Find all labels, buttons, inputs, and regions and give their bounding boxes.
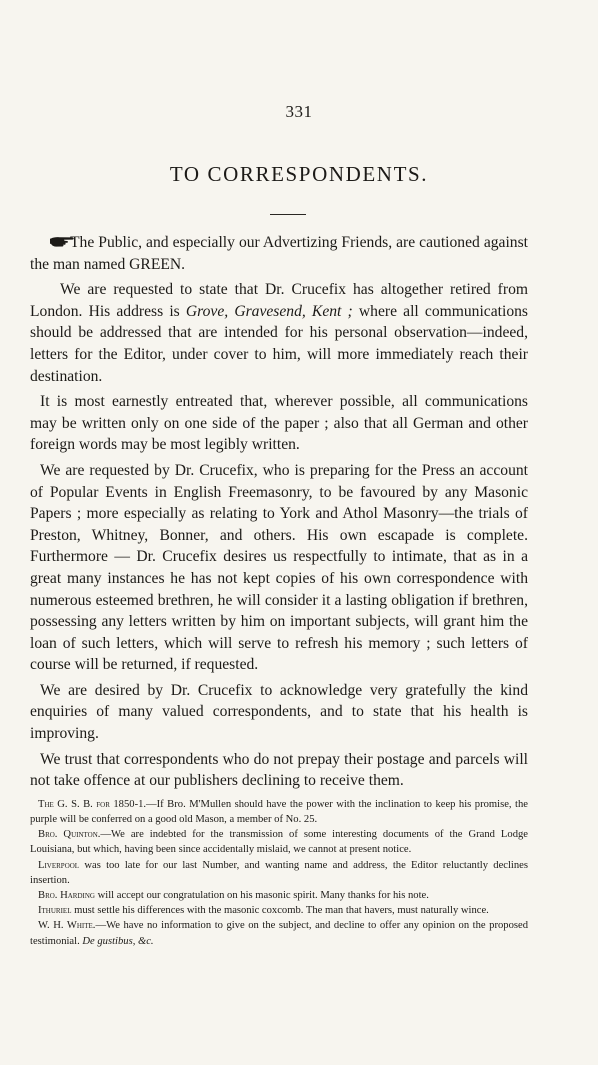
note-text: was too late for our last Number, and wanting name and address, the Editor reluctantly declines insertion. — [30, 859, 528, 886]
pointing-hand-icon — [40, 233, 66, 247]
note-text: must settle his differences with the masonic coxcomb. The man that havers, must naturally wince. — [71, 905, 489, 917]
note-lead: Bro. Harding — [38, 890, 95, 902]
health-paragraph: We are desired by Dr. Crucefix to acknowledge very gratefully the kind enquiries of many valued correspondents, and to state that his health is improving. — [30, 681, 528, 743]
note-quinton — [30, 827, 528, 857]
short-notes — [30, 797, 528, 949]
postage-paragraph: We trust that correspondents who do not prepay their postage and parcels will not take offence at our publishers declining to receive them. — [30, 750, 528, 790]
address-text-after: where all communications should be addressed that are intended for his personal observation—indeed, letters for the Editor, under cover to him, will more immediately reach their destination. — [30, 302, 528, 385]
note-liverpool — [30, 858, 528, 888]
address-text-before: We are requested to state that Dr. Crucefix has altogether retired from London. His address is — [30, 281, 528, 320]
note-gsb — [30, 797, 528, 827]
address-location: Grove, Gravesend, Kent ; — [185, 302, 353, 320]
note-text: will accept our congratulation on his masonic spirit. Many thanks for his note. — [94, 890, 429, 902]
note-text: —We have no information to give on the subject, and decline to offer any opinion on the proposed testimonial. — [30, 920, 528, 947]
note-closing: De gustibus, &c. — [82, 935, 154, 947]
caution-paragraph — [30, 232, 528, 275]
note-text: —If Bro. M'Mullen should have the power with the inclination to keep his promise, the purple will be conferred on a good old Mason, a member of No. 25. — [30, 798, 528, 826]
masonic-papers-paragraph: We are requested by Dr. Crucefix, who is preparing for the Press an account of Popular Events in English Freemasonry, to be favoured by any Masonic Papers ; more especially as relating to York and Athol Masonry—the trials of Preston, Whitney, Bonner, and others. His own escapade is complete. Furthermore — Dr. Crucefix desires us respectfully to intimate, that as in a great many instances he has not kept copies of his own correspondence with numerous esteemed brethren, he will consider it a lasting obligation if brethren, possessing any letters written by him on important subjects, will grant him the loan of such letters, which will serve to refresh his memory ; such letters of course will be returned, if requested. — [30, 461, 528, 674]
note-white — [30, 918, 528, 948]
one-side-paragraph: It is most earnestly entreated that, wherever possible, all communications may be written only on one side of the paper ; also that all German and other foreign words may be most legibly written. — [30, 393, 528, 454]
note-lead: The G. S. B. for 1850-1. — [38, 798, 147, 810]
note-lead: Liverpool — [38, 859, 80, 871]
page-title: TO CORRESPONDENTS. — [169, 162, 429, 186]
note-lead: Ithuriel — [38, 905, 72, 917]
title-divider — [270, 214, 306, 215]
correspondence-body — [30, 232, 528, 949]
note-harding — [30, 888, 528, 903]
note-ithuriel — [30, 903, 528, 918]
note-lead: W. H. White. — [38, 920, 96, 932]
page-number: 331 — [285, 102, 313, 121]
note-lead: Bro. Quinton. — [38, 829, 101, 841]
caution-text: The Public, and especially our Advertizing Friends, are cautioned against the man named GREEN. — [30, 234, 528, 273]
address-paragraph — [30, 279, 528, 387]
note-text: —We are indebted for the transmission of some interesting documents of the Grand Lodge Louisiana, but which, having been since accidentally mislaid, we cannot at present notice. — [30, 829, 528, 856]
